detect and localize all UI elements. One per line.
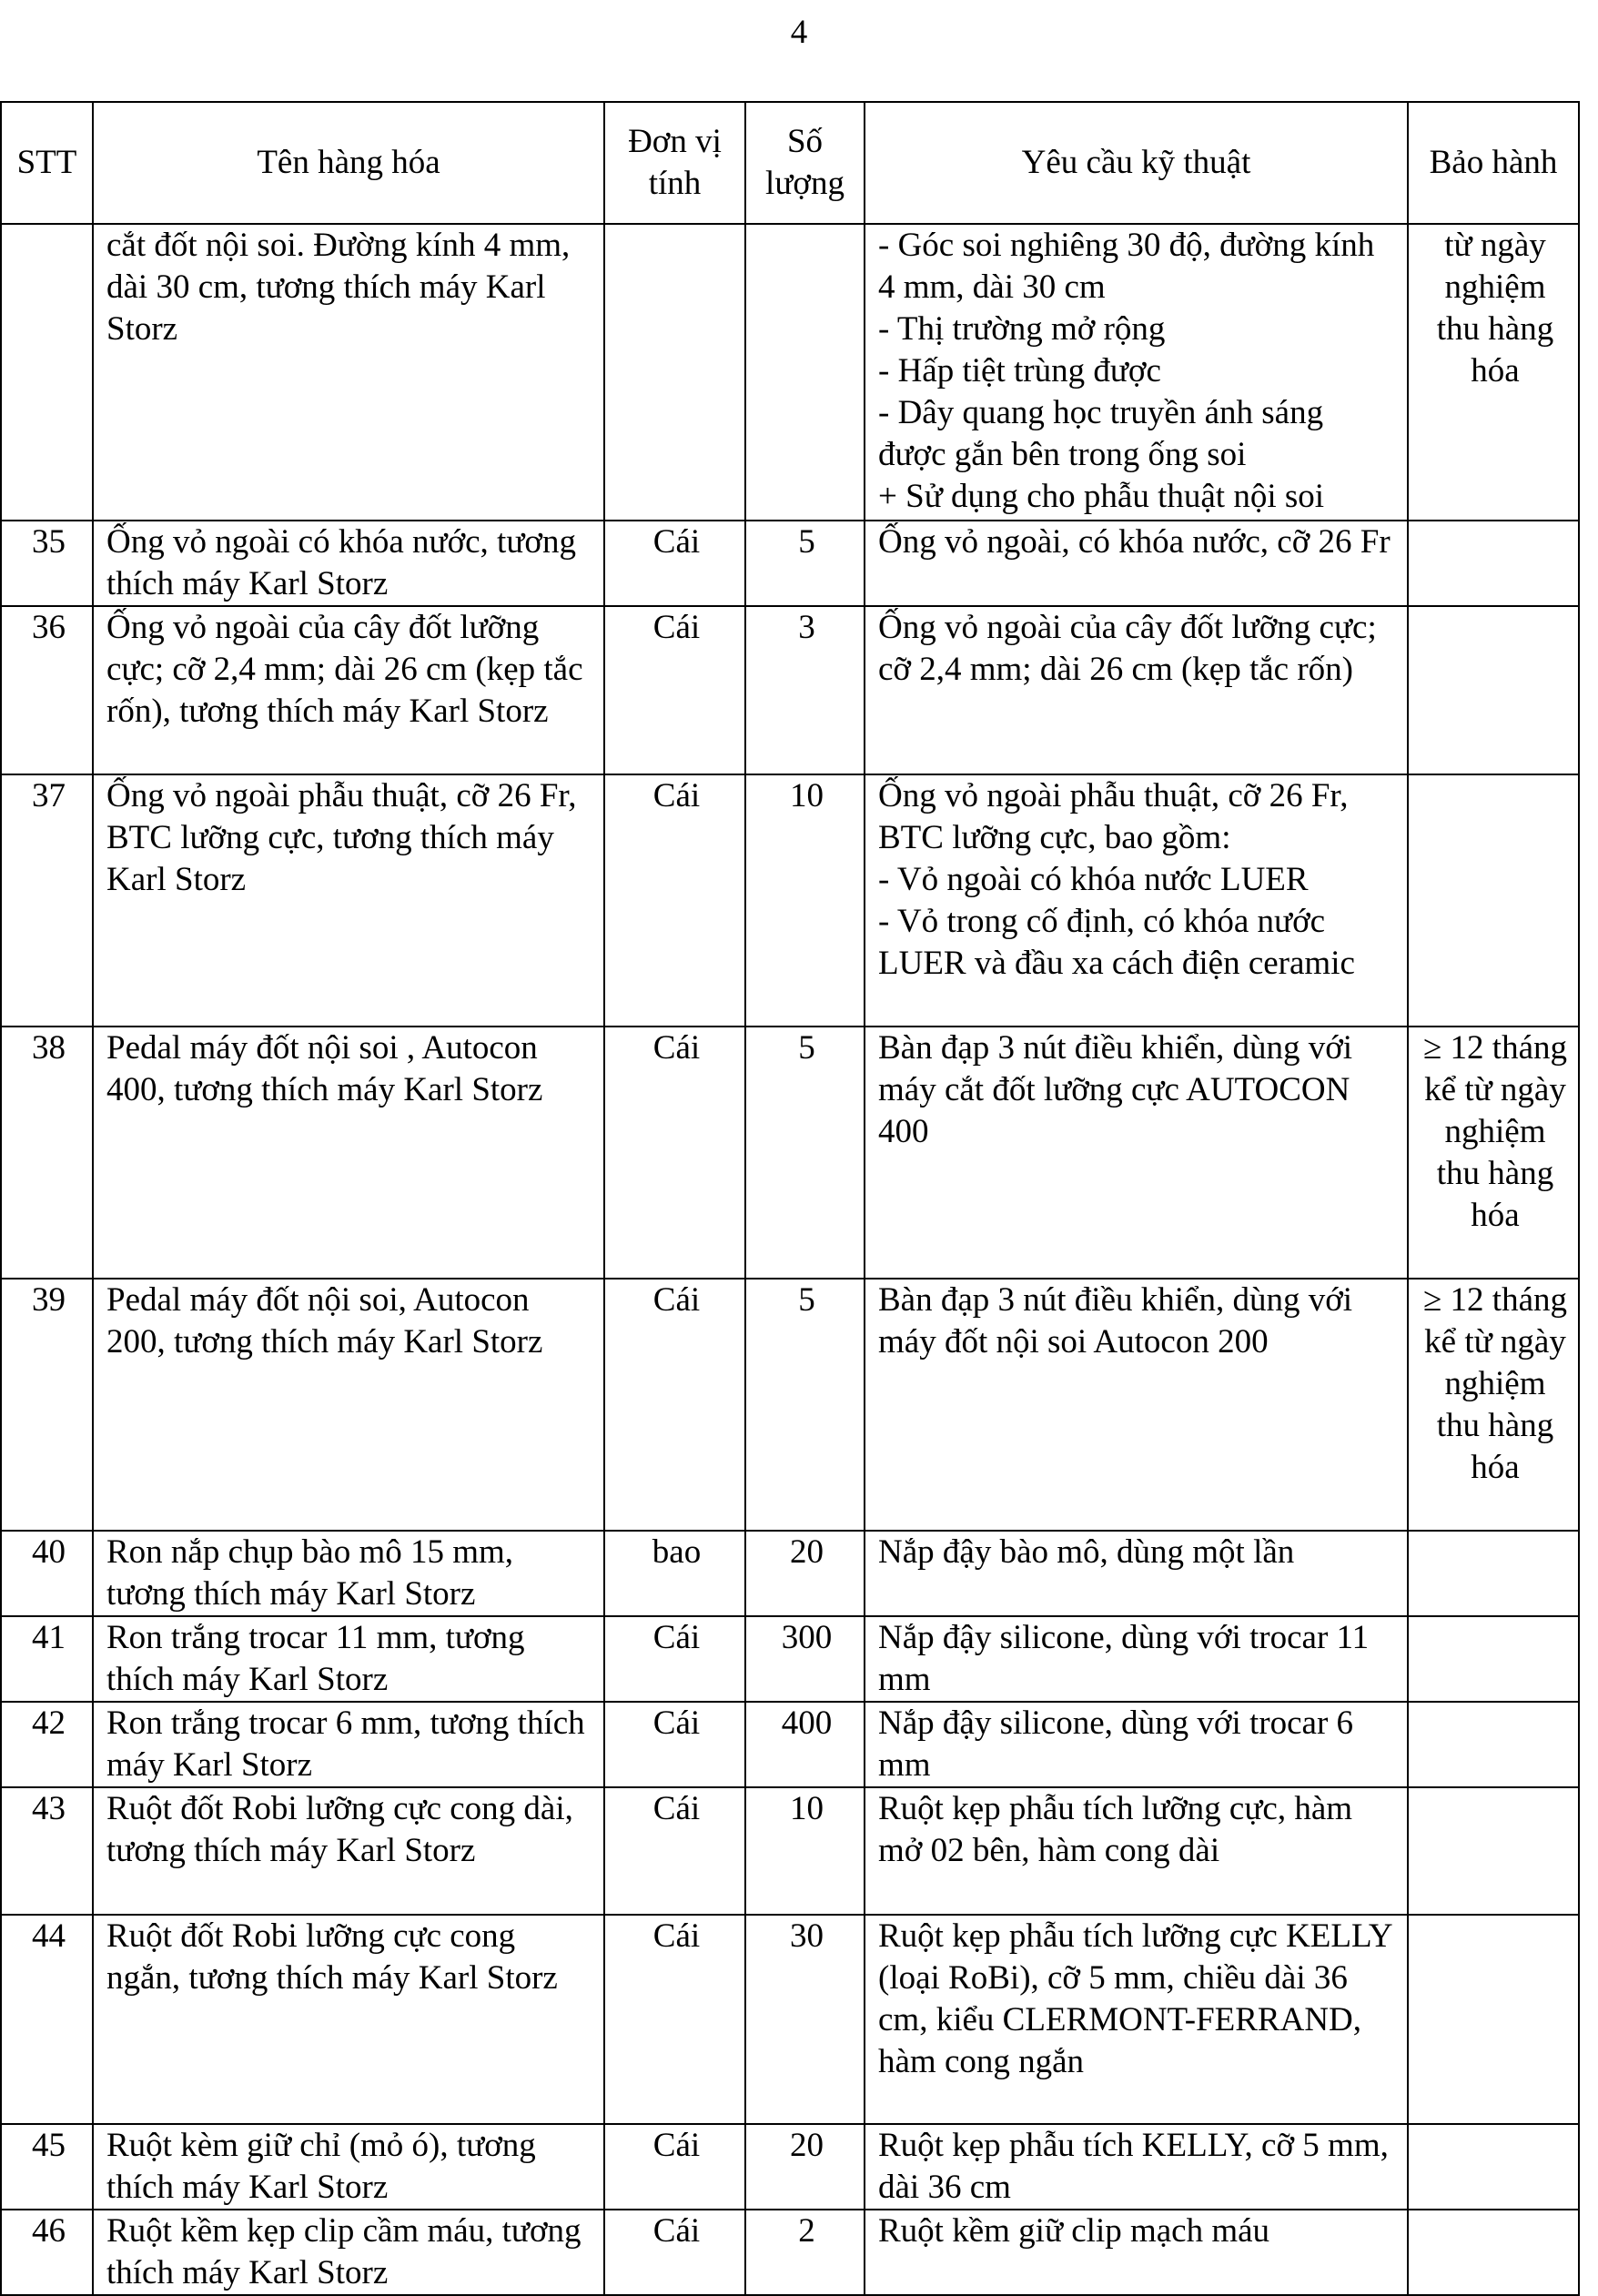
table-row — [1, 1027, 1579, 1279]
cell-unit: Cái — [604, 521, 745, 606]
cell-spec: Bàn đạp 3 nút điều khiển, dùng với máy cắt đốt lưỡng cực AUTOCON 400 — [865, 1027, 1408, 1279]
header-unit: Đơn vị tính — [604, 102, 745, 224]
cell-name: Pedal máy đốt nội soi, Autocon 200, tương thích máy Karl Storz — [93, 1279, 604, 1531]
cell-stt: 36 — [1, 606, 93, 774]
cell-spec: Nắp đậy silicone, dùng với trocar 6 mm — [865, 1702, 1408, 1787]
cell-unit: Cái — [604, 606, 745, 774]
cell-spec: - Góc soi nghiêng 30 độ, đường kính 4 mm, dài 30 cm - Thị trường mở rộng - Hấp tiệt trùng được - Dây quang học truyền ánh sáng được gắn bên trong ống soi + Sử dụng cho phẫu thuật nội soi — [865, 224, 1408, 521]
cell-warranty — [1408, 1616, 1579, 1702]
cell-qty: 5 — [745, 1027, 865, 1279]
cell-stt: 38 — [1, 1027, 93, 1279]
cell-name: Pedal máy đốt nội soi , Autocon 400, tương thích máy Karl Storz — [93, 1027, 604, 1279]
cell-name: Ống vỏ ngoài phẫu thuật, cỡ 26 Fr, BTC lưỡng cực, tương thích máy Karl Storz — [93, 774, 604, 1027]
table-row — [1, 521, 1579, 606]
cell-warranty: ≥ 12 tháng kể từ ngày nghiệm thu hàng hóa — [1408, 1279, 1579, 1531]
cell-spec: Ruột kềm giữ clip mạch máu — [865, 2210, 1408, 2295]
cell-name: Ron trắng trocar 6 mm, tương thích máy Karl Storz — [93, 1702, 604, 1787]
cell-stt: 39 — [1, 1279, 93, 1531]
cell-name: Ron nắp chụp bào mô 15 mm, tương thích máy Karl Storz — [93, 1531, 604, 1616]
cell-name: Ống vỏ ngoài có khóa nước, tương thích máy Karl Storz — [93, 521, 604, 606]
table-header-row — [1, 102, 1579, 224]
cell-qty: 5 — [745, 521, 865, 606]
cell-spec: Ống vỏ ngoài của cây đốt lưỡng cực; cỡ 2,4 mm; dài 26 cm (kẹp tắc rốn) — [865, 606, 1408, 774]
cell-warranty — [1408, 606, 1579, 774]
cell-name: Ruột kèm giữ chỉ (mỏ ó), tương thích máy Karl Storz — [93, 2124, 604, 2210]
cell-stt: 43 — [1, 1787, 93, 1915]
cell-spec: Nắp đậy silicone, dùng với trocar 11 mm — [865, 1616, 1408, 1702]
cell-qty: 300 — [745, 1616, 865, 1702]
cell-unit: Cái — [604, 2124, 745, 2210]
cell-unit: Cái — [604, 1915, 745, 2124]
table-row — [1, 1915, 1579, 2124]
cell-unit: Cái — [604, 1787, 745, 1915]
cell-unit: bao — [604, 1531, 745, 1616]
cell-qty: 20 — [745, 1531, 865, 1616]
cell-spec: Ruột kẹp phẫu tích lưỡng cực KELLY (loại RoBi), cỡ 5 mm, chiều dài 36 cm, kiểu CLERMONT-FERRAND, hàm cong ngắn — [865, 1915, 1408, 2124]
cell-spec: Ruột kẹp phẫu tích lưỡng cực, hàm mở 02 bên, hàm cong dài — [865, 1787, 1408, 1915]
cell-warranty: từ ngày nghiệm thu hàng hóa — [1408, 224, 1579, 521]
table-row — [1, 1787, 1579, 1915]
cell-stt: 41 — [1, 1616, 93, 1702]
cell-name: Ống vỏ ngoài của cây đốt lưỡng cực; cỡ 2,4 mm; dài 26 cm (kẹp tắc rốn), tương thích máy Karl Storz — [93, 606, 604, 774]
cell-stt: 46 — [1, 2210, 93, 2295]
cell-qty: 2 — [745, 2210, 865, 2295]
cell-qty: 10 — [745, 774, 865, 1027]
header-spec: Yêu cầu kỹ thuật — [865, 102, 1408, 224]
cell-stt: 42 — [1, 1702, 93, 1787]
cell-spec: Nắp đậy bào mô, dùng một lần — [865, 1531, 1408, 1616]
cell-name: Ron trắng trocar 11 mm, tương thích máy Karl Storz — [93, 1616, 604, 1702]
cell-warranty — [1408, 774, 1579, 1027]
table-row — [1, 774, 1579, 1027]
cell-name: cắt đốt nội soi. Đường kính 4 mm, dài 30 cm, tương thích máy Karl Storz — [93, 224, 604, 521]
cell-name: Ruột kềm kẹp clip cầm máu, tương thích máy Karl Storz — [93, 2210, 604, 2295]
cell-qty: 3 — [745, 606, 865, 774]
header-warranty: Bảo hành — [1408, 102, 1579, 224]
table-row — [1, 1279, 1579, 1531]
header-stt: STT — [1, 102, 93, 224]
cell-name: Ruột đốt Robi lưỡng cực cong ngắn, tương thích máy Karl Storz — [93, 1915, 604, 2124]
cell-warranty — [1408, 1915, 1579, 2124]
cell-stt: 37 — [1, 774, 93, 1027]
cell-qty: 10 — [745, 1787, 865, 1915]
table-row — [1, 2210, 1579, 2295]
cell-warranty — [1408, 1702, 1579, 1787]
cell-unit — [604, 224, 745, 521]
cell-unit: Cái — [604, 2210, 745, 2295]
page-number: 4 — [790, 14, 808, 51]
cell-qty — [745, 224, 865, 521]
cell-unit: Cái — [604, 1027, 745, 1279]
cell-unit: Cái — [604, 1702, 745, 1787]
header-name: Tên hàng hóa — [93, 102, 604, 224]
cell-warranty — [1408, 2210, 1579, 2295]
cell-stt: 44 — [1, 1915, 93, 2124]
cell-spec: Ruột kẹp phẫu tích KELLY, cỡ 5 mm, dài 36 cm — [865, 2124, 1408, 2210]
cell-spec: Ống vỏ ngoài, có khóa nước, cỡ 26 Fr — [865, 521, 1408, 606]
cell-unit: Cái — [604, 774, 745, 1027]
cell-stt — [1, 224, 93, 521]
cell-unit: Cái — [604, 1279, 745, 1531]
cell-warranty — [1408, 1531, 1579, 1616]
cell-qty: 5 — [745, 1279, 865, 1531]
cell-warranty: ≥ 12 tháng kể từ ngày nghiệm thu hàng hóa — [1408, 1027, 1579, 1279]
cell-warranty — [1408, 1787, 1579, 1915]
cell-spec: Bàn đạp 3 nút điều khiển, dùng với máy đốt nội soi Autocon 200 — [865, 1279, 1408, 1531]
goods-table — [0, 101, 1580, 2296]
cell-warranty — [1408, 521, 1579, 606]
table-row — [1, 1531, 1579, 1616]
cell-stt: 40 — [1, 1531, 93, 1616]
table-row — [1, 1702, 1579, 1787]
cell-unit: Cái — [604, 1616, 745, 1702]
header-qty: Số lượng — [745, 102, 865, 224]
cell-stt: 35 — [1, 521, 93, 606]
cell-warranty — [1408, 2124, 1579, 2210]
cell-qty: 30 — [745, 1915, 865, 2124]
cell-stt: 45 — [1, 2124, 93, 2210]
cell-name: Ruột đốt Robi lưỡng cực cong dài, tương thích máy Karl Storz — [93, 1787, 604, 1915]
cell-qty: 400 — [745, 1702, 865, 1787]
table-row — [1, 2124, 1579, 2210]
cell-qty: 20 — [745, 2124, 865, 2210]
table-row — [1, 606, 1579, 774]
table-row — [1, 1616, 1579, 1702]
cell-spec: Ống vỏ ngoài phẫu thuật, cỡ 26 Fr, BTC lưỡng cực, bao gồm: - Vỏ ngoài có khóa nước LUER - Vỏ trong cố định, có khóa nước LUER và đầu xa cách điện ceramic — [865, 774, 1408, 1027]
table-row — [1, 224, 1579, 521]
